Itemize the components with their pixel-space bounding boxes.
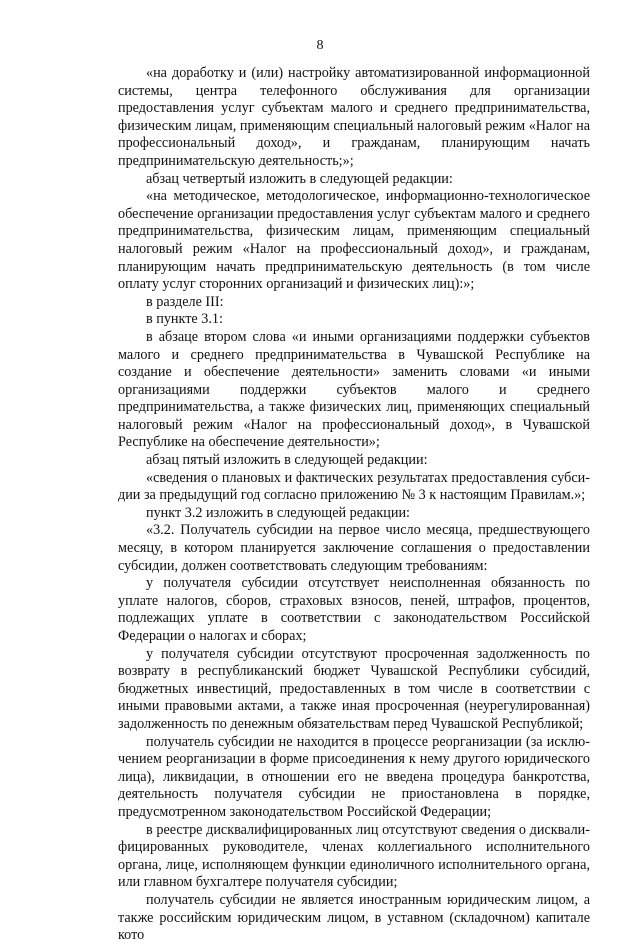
- paragraph: в разделе III:: [146, 293, 224, 310]
- paragraph: «на методическое, методологическое, информационно-технологическое обеспечение организации предоставления услуг субъектам малого и среднего предпринимательства, физическим лицам, применяющим специальный налоговый режим «Налог на профессиональный доход», и гражданам, планирующим начать предпринимательскую деятельность (в том числе оплату услуг сторонних организаций и физических лиц):»;: [118, 188, 590, 293]
- paragraph: «3.2. Получатель субсидии на первое число месяца, предшествующего месяцу, в котором планируется заключение соглашения о предоставлении субсидии, должен соответствовать следующим требованиям:: [118, 522, 590, 574]
- paragraph: «на доработку и (или) настройку автоматизированной информационной системы, центра телефонного обслуживания для организации предоставления услуг субъектам малого и среднего предпринимательства, физическим лицам, применяющим специальный налоговый режим «Налог на профессиональный доход», и гражданам, планирующим начать предпринимательскую деятельность;»;: [118, 65, 590, 169]
- paragraph: пункт 3.2 изложить в следующей редакции:: [146, 504, 410, 521]
- paragraph: у получателя субсидии отсутствует неисполненная обязанность по уплате налогов, сборов, страховых взносов, пеней, штрафов, процентов, подлежащих уплате в соответствии с законодательством Российской Федерации о налогах и сборах;: [118, 575, 590, 644]
- paragraph: абзац пятый изложить в следующей редакции:: [146, 452, 428, 469]
- document-body: [118, 65, 590, 945]
- paragraph: получатель субсидии не находится в процессе реорганизации (за исключением реорганизации в форме присоединения к нему другого юридического лица), ликвидации, в отношении его не введена процедура банкротства, деятельность получателя субсидии не приостановлена в порядке, предусмотренном законодательством Российской Федерации;: [118, 733, 590, 820]
- paragraph: у получателя субсидии отсутствуют просроченная задолженность по возврату в республиканский бюджет Чувашской Республики субсидий, бюджетных инвестиций, предоставленных в том числе в соответствии с иными правовыми актами, а также иная просроченная (неурегулированная) задолженность по денежным обязательствам перед Чувашской Республикой;: [118, 645, 590, 732]
- paragraph: абзац четвертый изложить в следующей редакции:: [146, 170, 453, 187]
- paragraph: получатель субсидии не является иностранным юридическим лицом, а также российским юридическим лицом, в уставном (складочном) капитале кото: [118, 891, 590, 944]
- paragraph: «сведения о плановых и фактических результатах предоставления субсидии за предыдущий год согласно приложению № 3 к настоящим Правилам.»;: [118, 469, 590, 504]
- paragraph: в абзаце втором слова «и иными организациями поддержки субъектов малого и среднего предпринимательства в Чувашской Республике на создание и обеспечение деятельности» заменить словами «и иными организациями поддержки субъектов малого и среднего предпринимательства, а также физических лиц, применяющих специальный налоговый режим «Налог на профессиональный доход», в Чувашской Республике на обеспечение деятельности»;: [118, 328, 590, 451]
- paragraph: в пункте 3.1:: [146, 311, 223, 328]
- paragraph: в реестре дисквалифицированных лиц отсутствуют сведения о дисквалифицированных руководителе, членах коллегиального исполнительного органа, лице, исполняющем функции единоличного исполнительного органа, или главном бухгалтере получателя субсидии;: [118, 821, 590, 891]
- page-number: 8: [316, 38, 324, 53]
